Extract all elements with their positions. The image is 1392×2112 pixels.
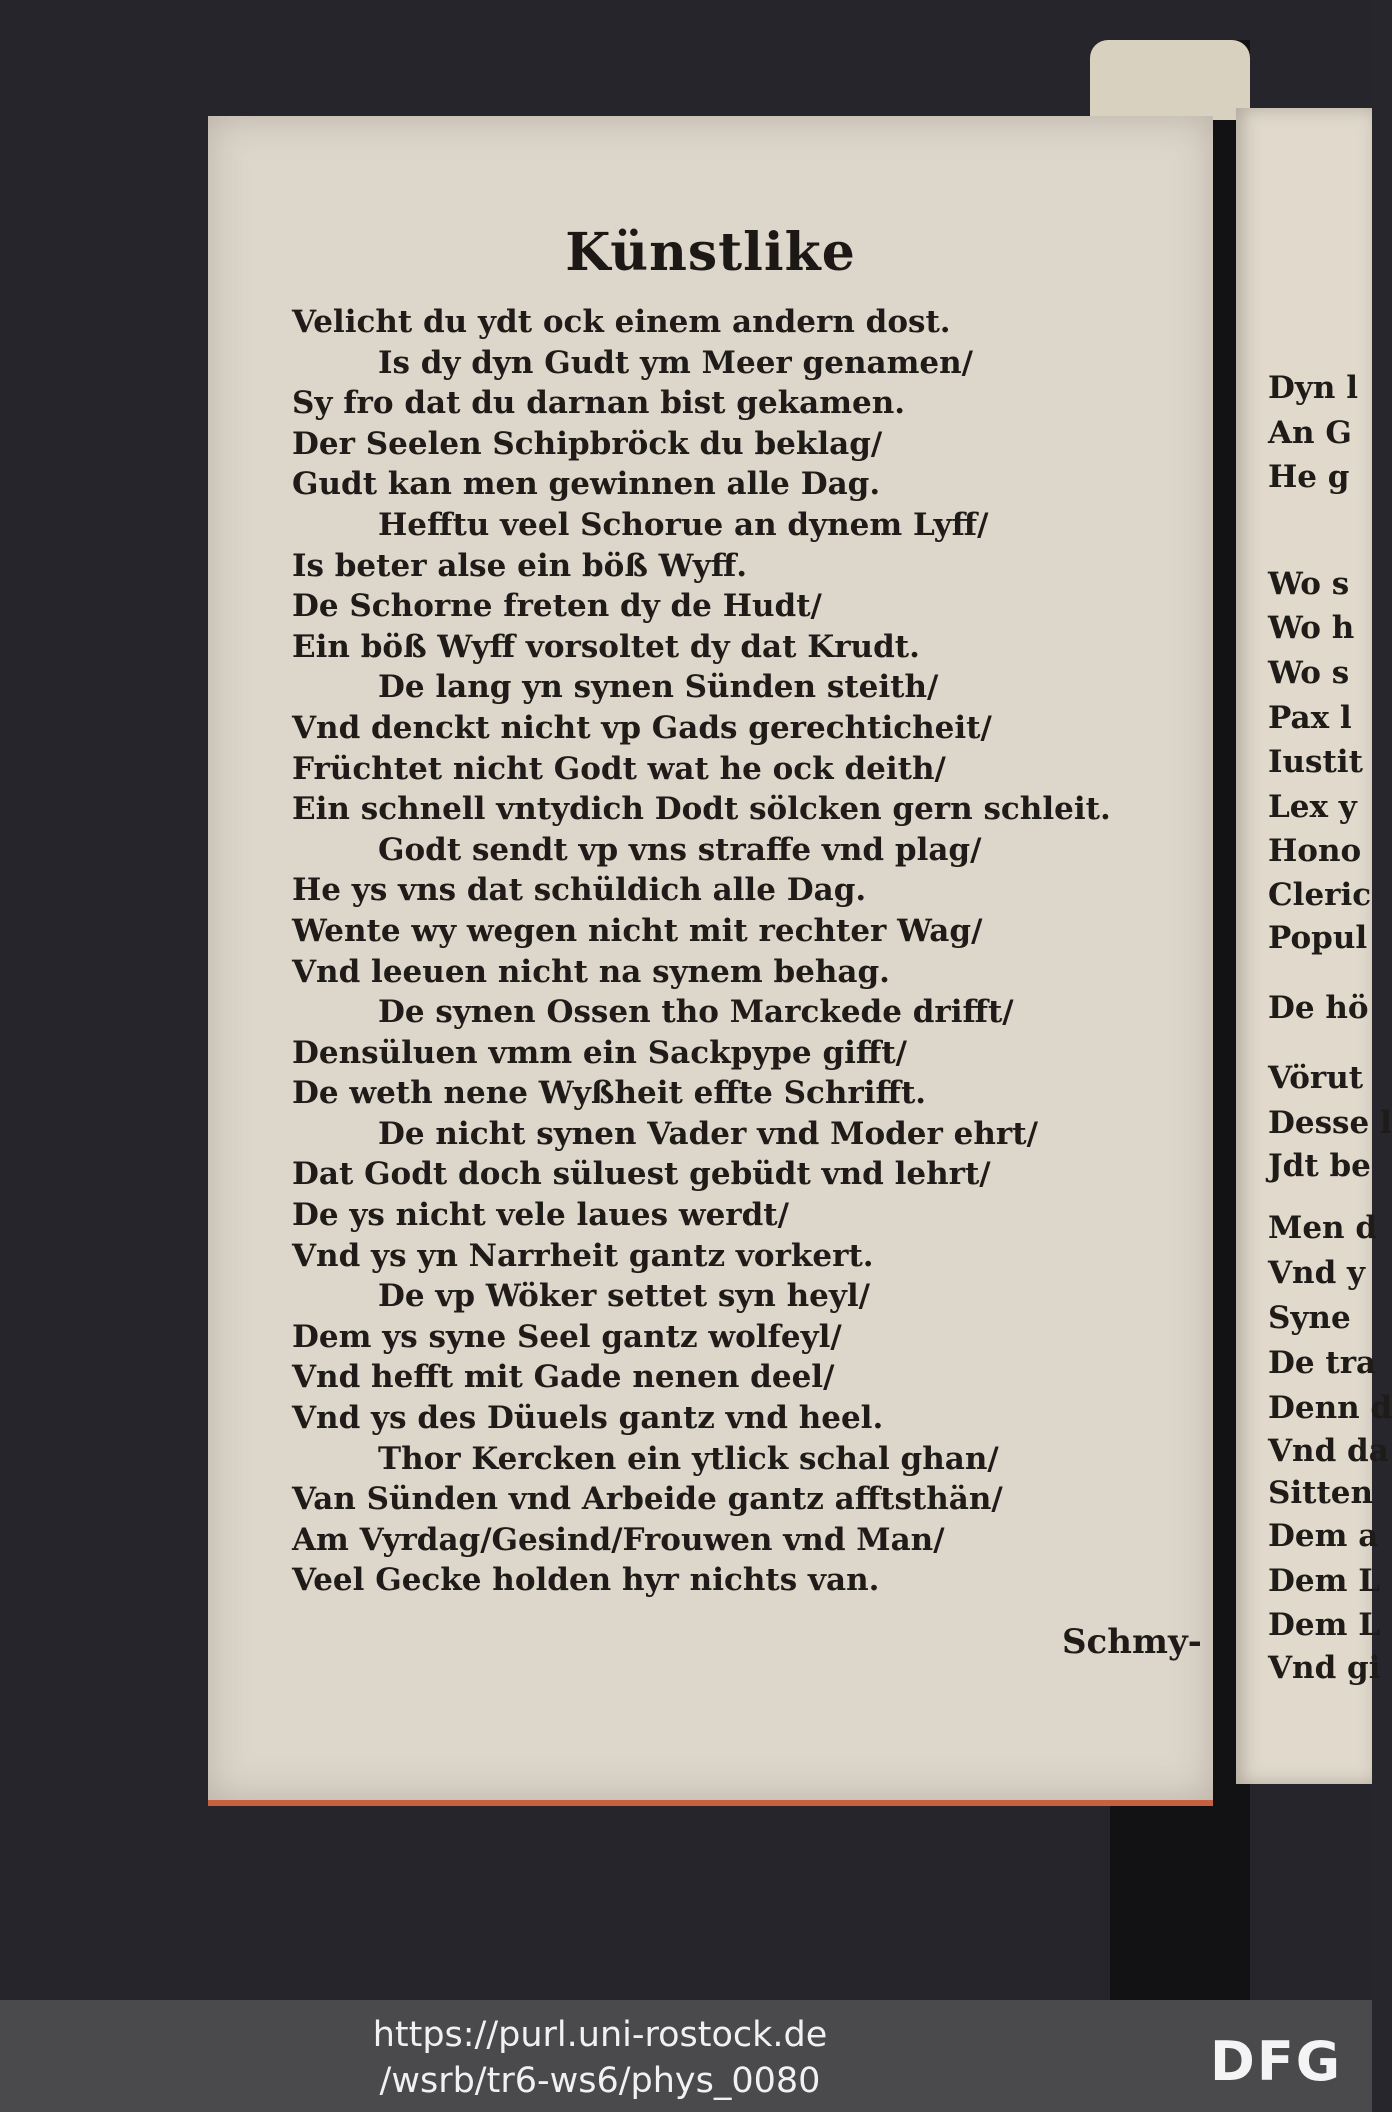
text-line: Ein schnell vntydich Dodt sölcken gern schleit. [292, 791, 1111, 828]
page-heading: Künstlike [565, 222, 856, 283]
text-line: Vnd leeuen nicht na synem behag. [292, 953, 890, 990]
page-text [292, 302, 1192, 1601]
text-line: De vp Wöker settet syn heyl/ [378, 1278, 870, 1315]
text-line: Veel Gecke holden hyr nichts van. [292, 1562, 880, 1599]
facing-line: Wo s [1268, 566, 1350, 602]
text-line: He ys vns dat schüldich alle Dag. [292, 872, 867, 909]
facing-page [1236, 108, 1392, 1784]
text-line: De ys nicht vele laues werdt/ [292, 1197, 789, 1234]
text-line: Vnd ys yn Narrheit gantz vorkert. [292, 1237, 874, 1274]
text-line: Hefftu veel Schorue an dynem Lyff/ [378, 506, 989, 543]
facing-line: He g [1268, 459, 1350, 495]
facing-line: Pax l [1268, 700, 1352, 736]
facing-line: Dem L [1268, 1563, 1380, 1599]
source-url[interactable] [340, 2012, 860, 2104]
text-line: De nicht synen Vader vnd Moder ehrt/ [378, 1115, 1038, 1152]
facing-line: Iustit [1268, 744, 1363, 780]
facing-line: Desse l [1268, 1105, 1392, 1141]
text-line: Ein böß Wyff vorsoltet dy dat Krudt. [292, 628, 920, 665]
facing-line: Hono [1268, 833, 1362, 869]
facing-line: Men d [1268, 1210, 1378, 1246]
facing-line: An G [1268, 415, 1352, 451]
facing-line: Sitten [1268, 1475, 1374, 1511]
facing-line: Wo s [1268, 655, 1350, 691]
dfg-logo: DFG [1210, 2030, 1343, 2093]
facing-line: Denn d [1268, 1390, 1392, 1426]
spine-headband [1090, 40, 1250, 120]
text-line: De lang yn synen Sünden steith/ [378, 669, 939, 706]
text-line: Früchtet nicht Godt wat he ock deith/ [292, 750, 946, 787]
text-line: Vnd denckt nicht vp Gads gerechticheit/ [292, 709, 992, 746]
text-line: Am Vyrdag/Gesind/Frouwen vnd Man/ [292, 1521, 945, 1558]
facing-line: Vnd da [1268, 1433, 1389, 1469]
book-page [208, 116, 1213, 1806]
facing-line: De hö [1268, 990, 1369, 1026]
text-line: Densüluen vmm ein Sackpype gifft/ [292, 1034, 907, 1071]
text-line: Gudt kan men gewinnen alle Dag. [292, 466, 881, 503]
facing-line: Cleric [1268, 877, 1372, 913]
catchword: Schmy- [1062, 1622, 1202, 1662]
text-line: De weth nene Wyßheit effte Schrifft. [292, 1075, 927, 1112]
text-line: Sy fro dat du darnan bist gekamen. [292, 385, 906, 422]
text-line: Dat Godt doch süluest gebüdt vnd lehrt/ [292, 1156, 991, 1193]
text-line: Velicht du ydt ock einem andern dost. [292, 304, 951, 340]
text-line: Is beter alse ein böß Wyff. [292, 547, 748, 584]
facing-line: Jdt be [1268, 1148, 1371, 1184]
text-line: Wente wy wegen nicht mit rechter Wag/ [292, 912, 983, 949]
facing-line: De tra [1268, 1345, 1377, 1381]
facing-line: Popul [1268, 920, 1368, 956]
text-line: Thor Kercken ein ytlick schal ghan/ [378, 1440, 999, 1477]
facing-line: Syne [1268, 1300, 1351, 1336]
text-line: Is dy dyn Gudt ym Meer genamen/ [378, 344, 973, 381]
facing-line: Lex y [1268, 789, 1357, 825]
source-url-line1: https://purl.uni-rostock.de [372, 2015, 828, 2055]
text-line: Vnd ys des Düuels gantz vnd heel. [292, 1400, 884, 1437]
text-line: Dem ys syne Seel gantz wolfeyl/ [292, 1318, 842, 1355]
text-line: De synen Ossen tho Marckede drifft/ [378, 994, 1014, 1031]
facing-line: Vnd gi [1268, 1650, 1381, 1686]
footer-bar [0, 2000, 1372, 2112]
facing-line: Vnd y [1268, 1255, 1366, 1291]
facing-line: Dem L [1268, 1607, 1380, 1643]
text-line: Vnd hefft mit Gade nenen deel/ [292, 1359, 835, 1396]
text-line: Der Seelen Schipbröck du beklag/ [292, 425, 883, 462]
text-line: De Schorne freten dy de Hudt/ [292, 588, 822, 625]
facing-line: Dem a [1268, 1518, 1379, 1554]
text-line: Van Sünden vnd Arbeide gantz afftsthän/ [292, 1481, 1003, 1518]
facing-line: Wo h [1268, 610, 1355, 646]
facing-line: Vörut [1268, 1060, 1364, 1096]
facing-line: Dyn l [1268, 370, 1359, 406]
source-url-line2: /wsrb/tr6-ws6/phys_0080 [379, 2061, 821, 2101]
text-line: Godt sendt vp vns straffe vnd plag/ [378, 831, 982, 868]
